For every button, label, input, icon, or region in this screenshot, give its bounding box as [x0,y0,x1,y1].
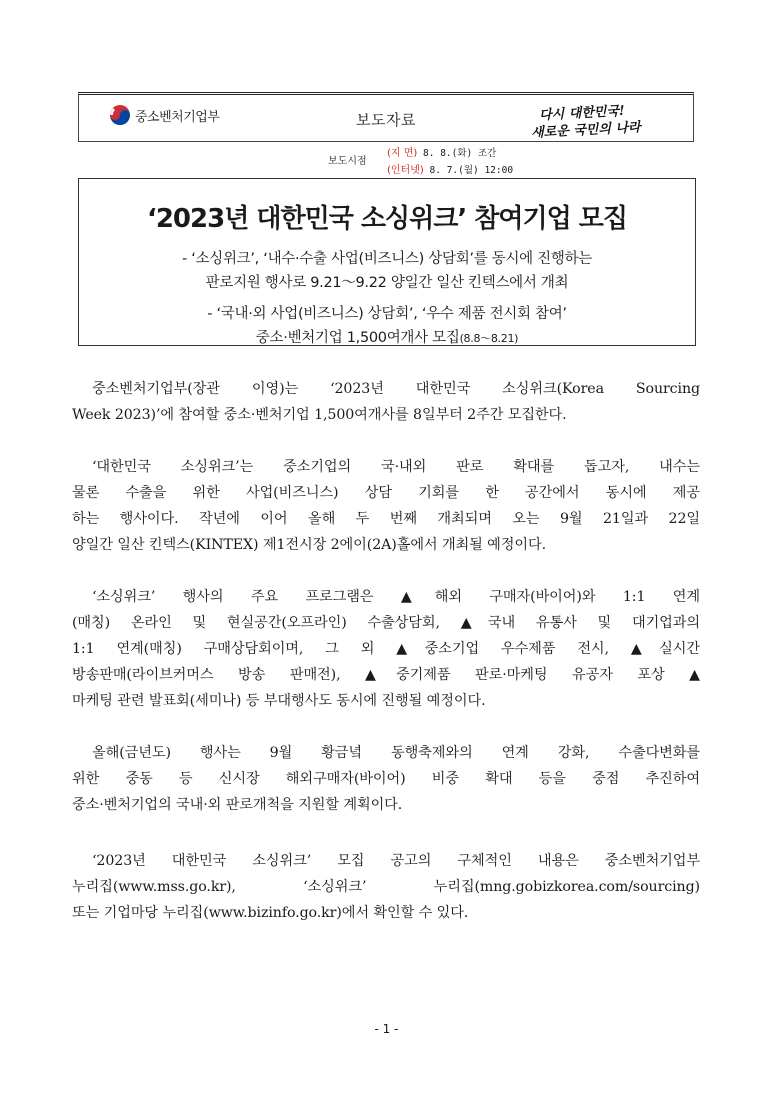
press-release-label: 보도자료 [356,111,416,129]
paragraph-line: (매칭) 온라인 및 현실공간(오프라인) 수출상담회, ▲국내 유통사 및 대기업과의 [72,615,700,631]
online-time: 8. 7.(월) 12:00 [429,165,514,176]
page-number: - 1 - [374,1022,399,1036]
paragraph-line: ‘대한민국 소싱위크’는 중소기업의 국·내외 판로 확대를 돕고자, 내수는 [92,459,700,475]
paragraph-line: 방송판매(라이브커머스 방송 판매전), ▲중기제품 판로·마케팅 유공자 포상 ▲ [72,667,700,683]
slogan-calligraphy [530,101,671,141]
subheadline-2-line-2 [79,326,695,351]
subheadline-1-line-2: 판로지원 행사로 9.21～9.22 양일간 일산 킨텍스에서 개최 [205,275,569,291]
paragraph-line: 물론 수출을 위한 사업(비즈니스) 상담 기회를 한 공간에서 동시에 제공 [72,485,700,501]
subheadline-2-line-1: - ‘국내·외 사업(비즈니스) 상담회’, ‘우수 제품 전시회 참여’ [207,306,567,322]
paragraph-line: 중소벤처기업부(장관 이영)는 ‘2023년 대한민국 소싱위크(Korea Sourcing [92,381,700,397]
paragraph-line: ‘2023년 대한민국 소싱위크’ 모집 공고의 구체적인 내용은 중소벤처기업부 [92,853,700,869]
release-online-time [387,161,513,176]
online-channel: (인터넷) [387,165,424,176]
paragraph-line: 하는 행사이다. 작년에 이어 올해 두 번째 개최되며 오는 9월 21일과 22일 [72,511,700,527]
headline-box [78,178,696,346]
body-paragraph-4 [72,740,700,818]
release-time-label: 보도시점 [328,156,367,167]
main-headline: ‘2023년 대한민국 소싱위크’ 참여기업 모집 [146,204,628,234]
print-channel: (지 면) [387,148,418,159]
recruit-period: (8.8～8.21) [459,332,519,345]
paragraph-line: 중소·벤처기업의 국내·외 판로개척을 지원할 계획이다. [72,797,403,813]
paragraph-line: 또는 기업마당 누리집(www.bizinfo.go.kr)에서 확인할 수 있다. [72,905,469,921]
ministry-name: 중소벤처기업부 [135,109,220,125]
release-print-time [387,144,496,159]
print-time: 8. 8.(화) 조간 [423,148,497,159]
subheadline-2-text: 중소·벤처기업 1,500여개사 모집 [255,330,460,346]
press-release-header [78,92,694,142]
slogan-line-2: 새로운 국민의 나라 [530,120,641,141]
body-paragraph-3 [72,584,700,714]
paragraph-line: 올해(금년도) 행사는 9월 황금녘 동행축제와의 연계 강화, 수출다변화를 [92,745,700,761]
paragraph-line: ‘소싱위크’ 행사의 주요 프로그램은 ▲해외 구매자(바이어)와 1:1 연계 [92,589,700,605]
paragraph-line: 마케팅 관련 발표회(세미나) 등 부대행사도 동시에 진행될 예정이다. [72,693,486,709]
paragraph-line: 누리집(www.mss.go.kr), ‘소싱위크’ 누리집(mng.gobizkorea.com/sourcing) [72,879,700,895]
paragraph-line: 양일간 일산 킨텍스(KINTEX) 제1전시장 2에이(2A)홀에서 개최될 예정이다. [72,537,546,553]
body-paragraph-5 [72,848,700,926]
body-paragraph-2 [72,454,700,558]
subheadline-1-line-1: - ‘소싱위크’, ‘내수·수출 사업(비즈니스) 상담회’를 동시에 진행하는 [181,251,593,267]
slogan-line-1: 다시 대한민국! [538,103,626,124]
body-paragraph-1 [72,376,700,428]
paragraph-line: 위한 중동 등 신시장 해외구매자(바이어) 비중 확대 등을 중점 추진하여 [72,771,700,787]
paragraph-line: Week 2023)’에 참여할 중소·벤처기업 1,500여개사를 8일부터 2주간 모집한다. [72,407,567,423]
paragraph-line: 1:1 연계(매칭) 구매상담회이며, 그 외 ▲중소기업 우수제품 전시, ▲실시간 [72,641,700,657]
